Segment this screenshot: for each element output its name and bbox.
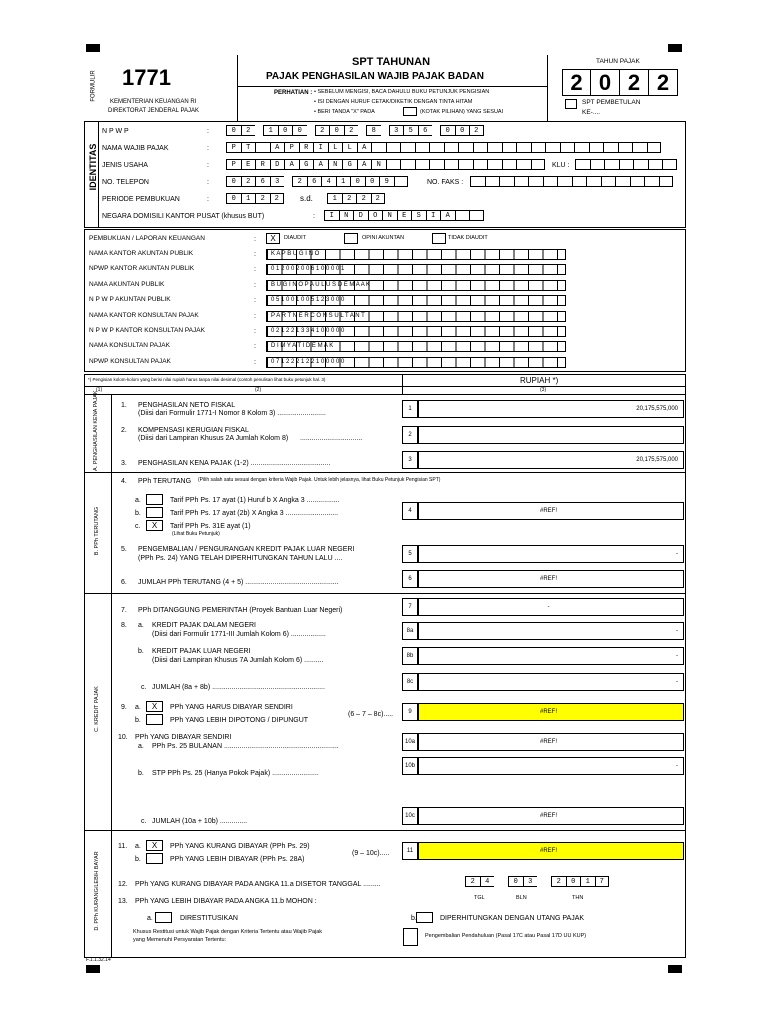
r4b-checkbox[interactable] [146, 507, 163, 518]
pembukuan-row-field[interactable]: 0 7 1 2 2 2 1 2 2 1 0 0 0 0 0 [266, 357, 566, 368]
r8a-text: KREDIT PAJAK DALAM NEGERI [152, 622, 256, 629]
r13b-checkbox[interactable] [416, 912, 433, 923]
pembetulan-ke: KE-.... [582, 109, 601, 116]
formulir-label: FORMULIR [90, 70, 97, 102]
bln-label: BLN [516, 895, 527, 901]
r12-text: PPh YANG KURANG DIBAYAR PADA ANGKA 11.a DISETOR TANGGAL ......... [135, 881, 381, 888]
r8b-box-no: 8b [402, 647, 418, 665]
identitas-label: IDENTITAS [88, 143, 98, 191]
r13a-text: DIRESTITUSIKAN [180, 915, 238, 922]
r11b-checkbox[interactable] [146, 853, 163, 864]
r10b-box-no: 10b [402, 757, 418, 775]
r2-box-no: 2 [402, 426, 418, 444]
r9b-text: PPh YANG LEBIH DIPOTONG / DIPUNGUT [170, 717, 309, 724]
pembukuan-row-label: NAMA KANTOR KONSULTAN PAJAK [89, 311, 199, 319]
r9-box-no: 9 [402, 703, 418, 721]
pembukuan-row-field[interactable]: 0 5 1 0 0 1 0 0 5 1 2 3 0 0 0 [266, 295, 566, 306]
year-digit: 2 [649, 69, 678, 96]
r1-value[interactable]: 20,175,575,000 [418, 400, 684, 418]
pengembalian-text: Pengembalian Pendahuluan (Pasal 17C atau Pasal 17D UU KUP) [425, 933, 587, 939]
pembukuan-row-field[interactable]: B U G I N O P A U L U S D E M A A K [266, 280, 566, 291]
opini-label: OPINI AKUNTAN [362, 235, 405, 241]
colon: : [254, 343, 256, 351]
r9a-text: PPh YANG HARUS DIBAYAR SENDIRI [170, 704, 293, 711]
r3-text: PENGHASILAN KENA PAJAK (1-2) ......................................... [138, 460, 331, 467]
r8c-box-no: 8c [402, 673, 418, 691]
r4c-checkbox[interactable]: X [146, 520, 163, 531]
tgl-label: TGL [474, 895, 485, 901]
perhatian-3: • BERI TANDA "X" PADA [314, 109, 375, 115]
r13-text: PPh YANG LEBIH DIBAYAR PADA ANGKA 11.b MOHON : [135, 898, 317, 905]
r5-value[interactable]: - [418, 545, 684, 563]
r9b-checkbox[interactable] [146, 714, 163, 725]
r1-box-no: 1 [402, 400, 418, 418]
r8c-text: JUMLAH (8a + 8b) .......................................................... [152, 684, 325, 691]
r8b-sub: (Diisi dari Lampiran Khusus 7A Jumlah Kolom 6) .......... [152, 657, 324, 664]
pembukuan-row-field[interactable]: 0 2 1 2 2 1 3 3 4 1 0 0 0 0 0 [266, 326, 566, 337]
tahun-pajak-label: TAHUN PAJAK [596, 58, 640, 65]
r9-value[interactable]: #REF! [418, 703, 684, 721]
colon: : [254, 281, 256, 289]
colon: : [254, 297, 256, 305]
r9a-checkbox[interactable]: X [146, 701, 163, 712]
pembukuan-row-field[interactable]: P A R T N E R C O N S U L T A N T [266, 311, 566, 322]
section-d-label: D. PPh KURANG/LEBIH BAYAR [94, 851, 100, 931]
r4c-text: Tarif PPh Ps. 31E ayat (1) [170, 523, 251, 530]
r10a-text: PPh Ps. 25 BULANAN ........................................................... [152, 743, 339, 750]
thn-label: THN [572, 895, 584, 901]
r5-box-no: 5 [402, 545, 418, 563]
col3-label: (3) [540, 387, 547, 393]
r13a-checkbox[interactable] [155, 912, 172, 923]
registration-mark-br [668, 965, 682, 973]
footer-code: F.1.1.32.14 [86, 957, 111, 963]
periode-label: PERIODE PEMBUKUAN [102, 196, 180, 203]
rupiah-note: *) Pengisian kolom-kolom yang berisi nilai rupiah harus tanpa nilai desimal (contoh penulisan lihat buku petunjuk hal. 3) [88, 377, 326, 382]
r8b-text: KREDIT PAJAK LUAR NEGERI [152, 648, 251, 655]
r10c-box-no: 10c [402, 807, 418, 825]
nama-wp-field[interactable]: P T A P R I L L A [226, 142, 661, 153]
r10a-box-no: 10a [402, 733, 418, 751]
r8a-value[interactable]: - [418, 622, 684, 640]
r10b-value[interactable]: - [418, 757, 684, 775]
pembukuan-row-field[interactable]: K A P B U G I N O [266, 249, 566, 260]
r7-value[interactable]: - [418, 598, 684, 616]
r8b-value[interactable]: - [418, 647, 684, 665]
year-digit: 2 [620, 69, 649, 96]
col1-label: (1) [96, 387, 103, 393]
r6-value[interactable]: #REF! [418, 570, 684, 588]
r8a-box-no: 8a [402, 622, 418, 640]
pembukuan-row-label: NPWP KANTOR AKUNTAN PUBLIK [89, 265, 195, 273]
npwp-label: N P W P [102, 128, 129, 135]
r7-box-no: 7 [402, 598, 418, 616]
r11-formula: (9 – 10c)..... [352, 850, 390, 857]
r4-text: PPh TERUTANG [138, 478, 192, 485]
r11-value[interactable]: #REF! [418, 842, 684, 860]
checkbox-legend-icon [403, 107, 417, 116]
pembukuan-label: PEMBUKUAN / LAPORAN KEUANGAN [89, 235, 205, 242]
sd-label: s.d. [300, 194, 313, 203]
r6-box-no: 6 [402, 570, 418, 588]
khusus-note-1: Khusus Restitusi untuk Wajib Pajak dengan Kriteria Tertentu atau Wajib Pajak [133, 929, 323, 935]
klu-label: KLU : [552, 162, 570, 169]
r10c-value[interactable]: #REF! [418, 807, 684, 825]
ministry-line2: DIREKTORAT JENDERAL PAJAK [108, 108, 200, 114]
colon: : [254, 251, 256, 258]
npwp-field[interactable]: 0 2 1 0 0 2 0 2 8 3 5 6 0 0 2 [226, 125, 484, 136]
col2-label: (2) [255, 387, 262, 393]
diaudit-label: DIAUDIT [284, 235, 306, 241]
pengembalian-checkbox[interactable] [403, 928, 418, 946]
r9-formula: (6 – 7 – 8c)..... [348, 711, 394, 718]
r4-value[interactable]: #REF! [418, 502, 684, 520]
jenis-usaha-field[interactable]: P E R D A G A N G A N [226, 159, 545, 170]
r5-sub: (PPh Ps. 24) YANG TELAH DIPERHITUNGKAN TAHUN LALU .... [138, 555, 343, 562]
pembetulan-label: SPT PEMBETULAN [582, 99, 641, 106]
colon: : [254, 312, 256, 320]
pembukuan-row-label: NAMA KONSULTAN PAJAK [89, 342, 170, 350]
pembukuan-row-field[interactable]: 0 1 2 0 0 2 0 0 6 1 0 0 0 0 1 [266, 264, 566, 275]
section-a-label: A. PENGHASILAN KENA PAJAK [93, 390, 99, 471]
rupiah-header: RUPIAH *) [520, 376, 559, 385]
tahun-pajak-digits [562, 69, 678, 96]
pembukuan-row-label: N P W P KANTOR KONSULTAN PAJAK [89, 327, 205, 334]
registration-mark-bl [86, 965, 100, 973]
pembukuan-row-label: NPWP KONSULTAN PAJAK [89, 357, 171, 365]
perhatian-2: • ISI DENGAN HURUF CETAK/DIKETIK DENGAN TINTA HITAM [314, 99, 473, 105]
telepon-field[interactable]: 0 2 6 3 2 6 4 1 0 0 9 [226, 176, 408, 187]
form-number: 1771 [122, 65, 171, 90]
pembukuan-row-field[interactable]: D I M Y A T I D E M A K [266, 341, 566, 352]
colon: : [254, 328, 256, 335]
ministry-line1: KEMENTERIAN KEUANGAN RI [110, 99, 197, 105]
khusus-note-2: yang Memenuhi Persyaratan Tertentu: [133, 937, 227, 943]
periode-to-field[interactable]: 1 2 2 2 [327, 193, 385, 204]
pembukuan-row-label: N P W P AKUNTAN PUBLIK [89, 296, 171, 304]
r2-sub: (Diisi dari Lampiran Khusus 2A Jumlah Kolom 8) [138, 435, 289, 442]
r4a-text: Tarif PPh Ps. 17 ayat (1) Huruf b X Angka 3 ................. [170, 497, 340, 504]
registration-mark-tr [668, 44, 682, 52]
diaudit-checkbox[interactable]: X [266, 233, 280, 244]
r4-note: (Pilih salah satu sesuai dengan kriteria Wajib Pajak. Untuk lebih jelasnya, lihat Buku Petunjuk Pengisian SPT) [198, 477, 441, 483]
r11-box-no: 11 [402, 842, 418, 860]
r4b-text: Tarif PPh Ps. 17 ayat (2b) X Angka 3 ........................... [170, 510, 339, 517]
faks-field[interactable] [470, 176, 673, 187]
r12-date-field[interactable]: 2 4 0 3 2 0 1 7 [465, 876, 609, 887]
section-c-label: C. KREDIT PAJAK [94, 686, 100, 732]
form-title: SPT TAHUNAN [352, 56, 431, 68]
telepon-label: NO. TELEPON [102, 179, 149, 186]
r3-value[interactable]: 20,175,575,000 [418, 451, 684, 469]
colon: : [254, 266, 256, 274]
r11b-text: PPh YANG LEBIH DIBAYAR (PPh Ps. 28A) [170, 856, 305, 863]
year-digit: 2 [562, 69, 591, 96]
perhatian-3b: (KOTAK PILIHAN) YANG SESUAI [420, 109, 504, 115]
year-digit: 0 [591, 69, 620, 96]
perhatian-1: • SEBELUM MENGISI, BACA DAHULU BUKU PETUNJUK PENGISIAN [314, 89, 490, 95]
perhatian-label: PERHATIAN : [274, 90, 313, 96]
r6-text: JUMLAH PPh TERUTANG (4 + 5) ................................................ [138, 579, 339, 586]
negara-label: NEGARA DOMISILI KANTOR PUSAT (khusus BUT) [102, 213, 265, 220]
r5-text: PENGEMBALIAN / PENGURANGAN KREDIT PAJAK LUAR NEGERI [138, 546, 355, 553]
r8a-sub: (Diisi dari Formulir 1771-III Jumlah Kolom 6) .................. [152, 631, 326, 638]
r10b-text: STP PPh Ps. 25 (Hanya Pokok Pajak) ........................ [152, 770, 319, 777]
pembukuan-row-label: NAMA AKUNTAN PUBLIK [89, 280, 165, 288]
r4-box-no: 4 [402, 502, 418, 520]
r1-sub: (Diisi dari Formulir 1771-I Nomor 8 Kolom 3) ......................... [138, 410, 326, 417]
colon: : [254, 358, 256, 366]
form-header [84, 55, 686, 121]
klu-field[interactable] [575, 159, 677, 170]
tidak-diaudit-label: TIDAK DIAUDIT [448, 235, 488, 241]
r7-text: PPh DITANGGUNG PEMERINTAH (Proyek Bantuan Luar Negeri) [138, 607, 343, 614]
section-b-label: B. PPh TERUTANG [94, 506, 100, 556]
pembukuan-row-label: NAMA KANTOR AKUNTAN PUBLIK [89, 250, 194, 257]
faks-label: NO. FAKS : [427, 179, 464, 186]
registration-mark-tl [86, 44, 100, 52]
jenis-usaha-label: JENIS USAHA [102, 162, 148, 169]
r4a-checkbox[interactable] [146, 494, 163, 505]
r8c-value[interactable]: - [418, 673, 684, 691]
r11a-checkbox[interactable]: X [146, 840, 163, 851]
nama-wp-label: NAMA WAJIB PAJAK [102, 145, 169, 152]
tidak-diaudit-checkbox[interactable] [432, 233, 446, 244]
r3-box-no: 3 [402, 451, 418, 469]
form-subtitle: PAJAK PENGHASILAN WAJIB PAJAK BADAN [266, 71, 484, 82]
opini-checkbox[interactable] [344, 233, 358, 244]
r1-text: PENGHASILAN NETO FISKAL [138, 402, 236, 409]
r10c-text: JUMLAH (10a + 10b) .............. [152, 818, 248, 825]
r2-value[interactable] [418, 426, 684, 444]
pembetulan-checkbox[interactable] [565, 99, 577, 109]
r10a-value[interactable]: #REF! [418, 733, 684, 751]
negara-field[interactable]: I N D O N E S I A [324, 210, 484, 221]
r13b-text: DIPERHITUNGKAN DENGAN UTANG PAJAK [440, 915, 585, 922]
r10-text: PPh YANG DIBAYAR SENDIRI [135, 734, 232, 741]
r2-text: KOMPENSASI KERUGIAN FISKAL [138, 427, 249, 434]
periode-from-field[interactable]: 0 1 2 2 [226, 193, 284, 204]
r4c-sub: (Lihat Buku Petunjuk) [172, 531, 220, 537]
r11a-text: PPh YANG KURANG DIBAYAR (PPh Ps. 29) [170, 843, 310, 850]
